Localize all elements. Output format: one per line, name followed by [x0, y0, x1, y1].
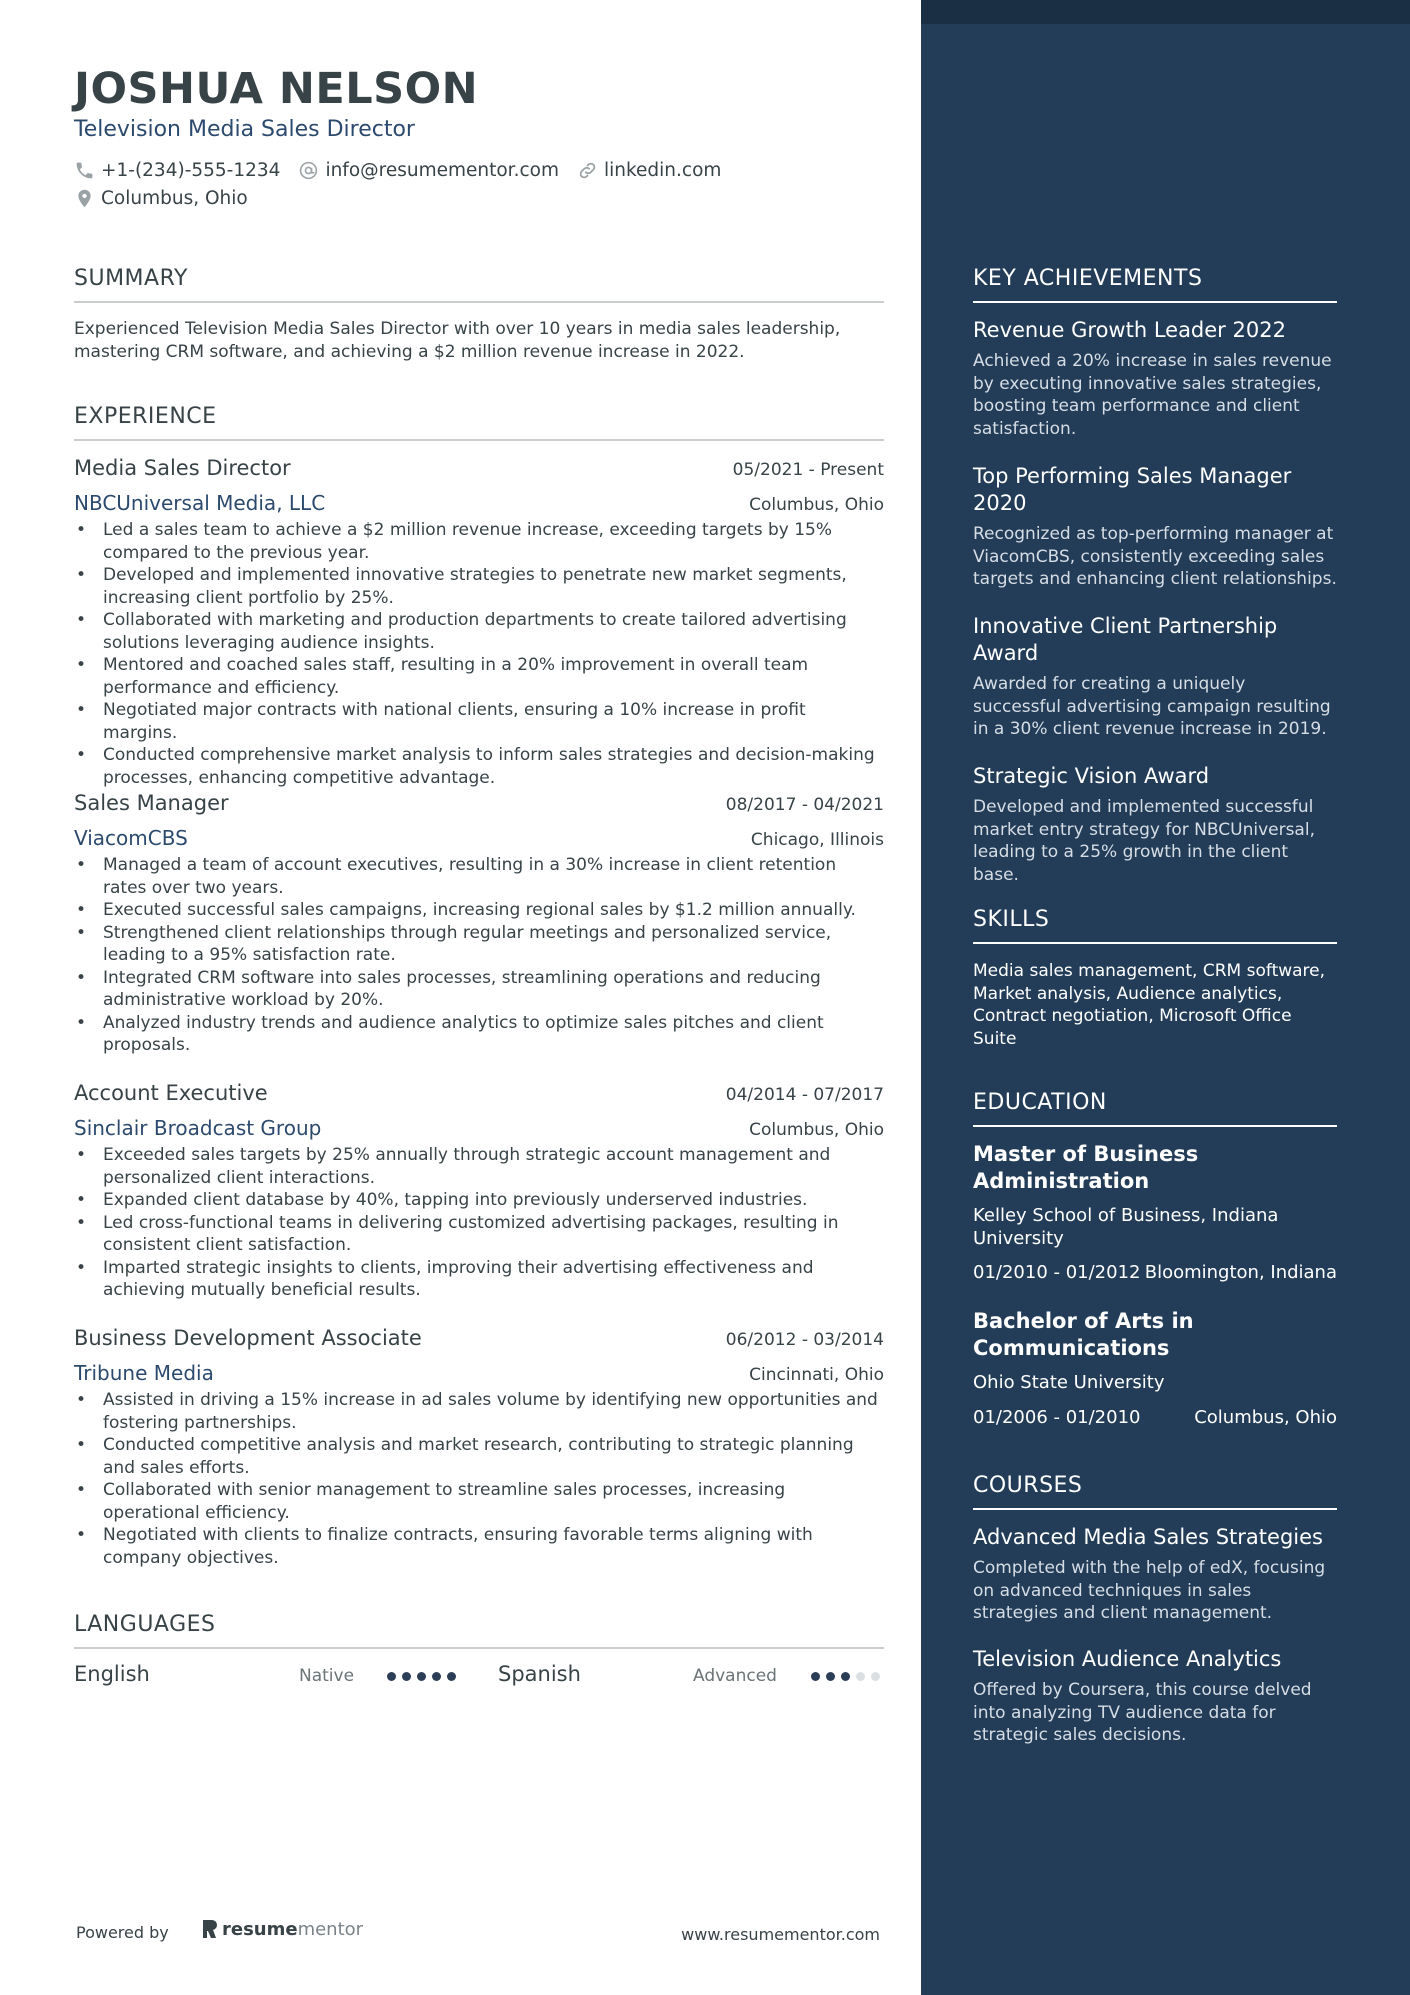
rating-dot-filled	[387, 1672, 396, 1681]
summary-text: Experienced Television Media Sales Director with over 10 years in media sales leadership, mastering CRM software, and achieving a $2 million revenue increase in 2022.	[74, 319, 841, 362]
link-icon	[577, 160, 598, 181]
contact-row-location	[74, 188, 266, 209]
rating-dot-filled	[841, 1672, 850, 1681]
website-link[interactable]: www.resumementor.com	[681, 1925, 880, 1944]
brand-logo[interactable]	[200, 1918, 363, 1940]
course-title: Television Audience Analytics	[973, 1647, 1282, 1671]
job-bullet: • Executed successful sales campaigns, increasing regional sales by $1.2 million annually.	[74, 899, 884, 922]
job-bullet: • Led cross-functional teams in delivering customized advertising packages, resulting in consistent client satisfaction.	[74, 1212, 884, 1257]
achievement-desc: Achieved a 20% increase in sales revenue by executing innovative sales strategies, boosting team performance and client satisfaction.	[973, 351, 1332, 439]
achievement-item	[973, 463, 1337, 591]
job-entry	[74, 1081, 884, 1302]
education-dates: 01/2006 - 01/2010	[973, 1406, 1141, 1428]
job-bullet: • Analyzed industry trends and audience analytics to optimize sales pitches and client proposals.	[74, 1012, 884, 1057]
achievement-title: Top Performing Sales Manager 2020	[973, 464, 1292, 515]
contact-phone[interactable]	[74, 160, 280, 181]
language-name: Spanish	[498, 1662, 581, 1686]
phone-text: +1-(234)-555-1234	[101, 160, 281, 181]
languages-heading: LANGUAGES	[74, 1612, 884, 1649]
job-bullet: • Developed and implemented innovative strategies to penetrate new market segments, increasing client portfolio by 25%.	[74, 564, 884, 609]
job-dates: 04/2014 - 07/2017	[725, 1085, 884, 1105]
job-bullets	[74, 1144, 884, 1302]
course-item	[973, 1646, 1337, 1747]
experience-heading: EXPERIENCE	[74, 404, 884, 441]
job-dates: 08/2017 - 04/2021	[725, 795, 884, 815]
achievement-desc: Developed and implemented successful market entry strategy for NBCUniversal, leading to a 25% growth in the client base.	[973, 797, 1315, 885]
courses-heading: COURSES	[973, 1473, 1337, 1510]
job-bullets	[74, 1389, 884, 1569]
course-title: Advanced Media Sales Strategies	[973, 1525, 1323, 1549]
sidebar-top-bar	[921, 0, 1410, 24]
job-location: Cincinnati, Ohio	[749, 1365, 884, 1385]
achievement-title: Innovative Client Partnership Award	[973, 614, 1278, 665]
job-location: Columbus, Ohio	[749, 1120, 884, 1140]
job-location: Chicago, Illinois	[750, 830, 884, 850]
candidate-name: JOSHUA NELSON	[74, 64, 479, 114]
job-bullet: • Integrated CRM software into sales processes, streamlining operations and reducing administrative workload by 20%.	[74, 967, 884, 1012]
contact-linkedin[interactable]	[577, 160, 721, 181]
brand-light: mentor	[297, 1918, 364, 1940]
summary-heading: SUMMARY	[74, 266, 884, 303]
job-dates: 05/2021 - Present	[732, 460, 884, 480]
languages-list	[74, 1662, 884, 1692]
powered-by-label: Powered by	[76, 1923, 169, 1942]
education-school: Ohio State University	[973, 1372, 1165, 1393]
location-text: Columbus, Ohio	[101, 188, 248, 209]
rating-dot-filled	[447, 1672, 456, 1681]
achievement-item	[973, 763, 1337, 886]
job-bullet: • Conducted competitive analysis and market research, contributing to strategic planning and sales efforts.	[74, 1434, 884, 1479]
email-text: info@resumementor.com	[325, 160, 559, 181]
job-role: Account Executive	[74, 1081, 268, 1105]
job-bullet: • Collaborated with marketing and production departments to create tailored advertising solutions leveraging audience insights.	[74, 609, 884, 654]
achievement-title: Revenue Growth Leader 2022	[973, 318, 1286, 342]
linkedin-text: linkedin.com	[603, 160, 722, 181]
contact-email[interactable]	[298, 160, 559, 181]
job-location: Columbus, Ohio	[749, 495, 884, 515]
job-entry	[74, 791, 884, 1057]
job-company: Sinclair Broadcast Group	[74, 1116, 322, 1140]
achievement-item	[973, 317, 1337, 440]
education-item	[973, 1308, 1337, 1428]
achievement-desc: Recognized as top-performing manager at ViacomCBS, consistently exceeding sales targets and enhancing client relationships.	[973, 524, 1337, 589]
rating-dot-empty	[871, 1672, 880, 1681]
job-bullet: • Assisted in driving a 15% increase in ad sales volume by identifying new opportunities and fostering partnerships.	[74, 1389, 884, 1434]
job-bullet: • Collaborated with senior management to streamline sales processes, increasing operational efficiency.	[74, 1479, 884, 1524]
sidebar	[921, 0, 1410, 1995]
course-item	[973, 1524, 1337, 1625]
phone-icon	[74, 160, 95, 181]
job-entry	[74, 1326, 884, 1569]
resumementor-logo-icon	[200, 1918, 218, 1940]
footer	[76, 1918, 880, 1948]
job-entry	[74, 456, 884, 789]
achievements-heading: KEY ACHIEVEMENTS	[973, 266, 1337, 303]
job-bullet: • Exceeded sales targets by 25% annually through strategic account management and personalized client interactions.	[74, 1144, 884, 1189]
rating-dot-filled	[432, 1672, 441, 1681]
location-icon	[74, 188, 95, 209]
language-name: English	[74, 1662, 150, 1686]
job-role: Business Development Associate	[74, 1326, 422, 1350]
education-degree: Bachelor of Arts in Communications	[973, 1309, 1194, 1360]
skills-heading: SKILLS	[973, 907, 1337, 944]
language-rating	[387, 1672, 462, 1681]
job-bullet: • Managed a team of account executives, resulting in a 30% increase in client retention rates over two years.	[74, 854, 884, 899]
education-heading: EDUCATION	[973, 1090, 1337, 1127]
education-item	[973, 1141, 1337, 1283]
job-role: Media Sales Director	[74, 456, 291, 480]
job-bullet: • Expanded client database by 40%, tapping into previously underserved industries.	[74, 1189, 884, 1212]
candidate-title: Television Media Sales Director	[74, 117, 415, 142]
education-location: Bloomington, Indiana	[1144, 1262, 1337, 1283]
job-bullet: • Conducted comprehensive market analysis to inform sales strategies and decision-making processes, enhancing competitive advantage.	[74, 744, 884, 789]
language-rating	[811, 1672, 886, 1681]
job-bullets	[74, 519, 884, 789]
education-degree: Master of Business Administration	[973, 1142, 1199, 1193]
rating-dot-filled	[811, 1672, 820, 1681]
job-company: ViacomCBS	[74, 826, 188, 850]
job-bullet: • Negotiated major contracts with national clients, ensuring a 10% increase in profit margins.	[74, 699, 884, 744]
job-bullets	[74, 854, 884, 1057]
job-role: Sales Manager	[74, 791, 229, 815]
achievement-desc: Awarded for creating a uniquely successful advertising campaign resulting in a 30% client revenue increase in 2019.	[973, 674, 1331, 739]
education-dates: 01/2010 - 01/2012	[973, 1262, 1141, 1283]
job-bullet: • Strengthened client relationships through regular meetings and personalized service, leading to a 95% satisfaction rate.	[74, 922, 884, 967]
rating-dot-filled	[826, 1672, 835, 1681]
achievement-title: Strategic Vision Award	[973, 764, 1210, 788]
education-location: Columbus, Ohio	[1194, 1406, 1337, 1428]
rating-dot-filled	[417, 1672, 426, 1681]
achievement-item	[973, 613, 1337, 741]
job-bullet: • Led a sales team to achieve a $2 million revenue increase, exceeding targets by 15% compared to the previous year.	[74, 519, 884, 564]
course-desc: Offered by Coursera, this course delved into analyzing TV audience data for strategic sales decisions.	[973, 1680, 1312, 1745]
education-school: Kelley School of Business, Indiana University	[973, 1205, 1279, 1249]
brand-bold: resume	[222, 1918, 298, 1940]
job-bullet: • Imparted strategic insights to clients, improving their advertising effectiveness and achieving mutually beneficial results.	[74, 1257, 884, 1302]
language-level: Native	[299, 1666, 355, 1686]
job-dates: 06/2012 - 03/2014	[725, 1330, 884, 1350]
email-icon	[298, 160, 319, 181]
job-company: NBCUniversal Media, LLC	[74, 491, 326, 515]
rating-dot-filled	[402, 1672, 411, 1681]
contact-row	[74, 160, 739, 181]
job-company: Tribune Media	[74, 1361, 214, 1385]
job-bullet: • Negotiated with clients to finalize contracts, ensuring favorable terms aligning with company objectives.	[74, 1524, 884, 1569]
language-level: Advanced	[693, 1666, 777, 1686]
job-bullet: • Mentored and coached sales staff, resulting in a 20% improvement in overall team performance and efficiency.	[74, 654, 884, 699]
course-desc: Completed with the help of edX, focusing on advanced techniques in sales strategies and client management.	[973, 1558, 1326, 1623]
rating-dot-empty	[856, 1672, 865, 1681]
skills-text: Media sales management, CRM software, Market analysis, Audience analytics, Contract negotiation, Microsoft Office Suite	[973, 961, 1326, 1049]
contact-location	[74, 188, 248, 209]
